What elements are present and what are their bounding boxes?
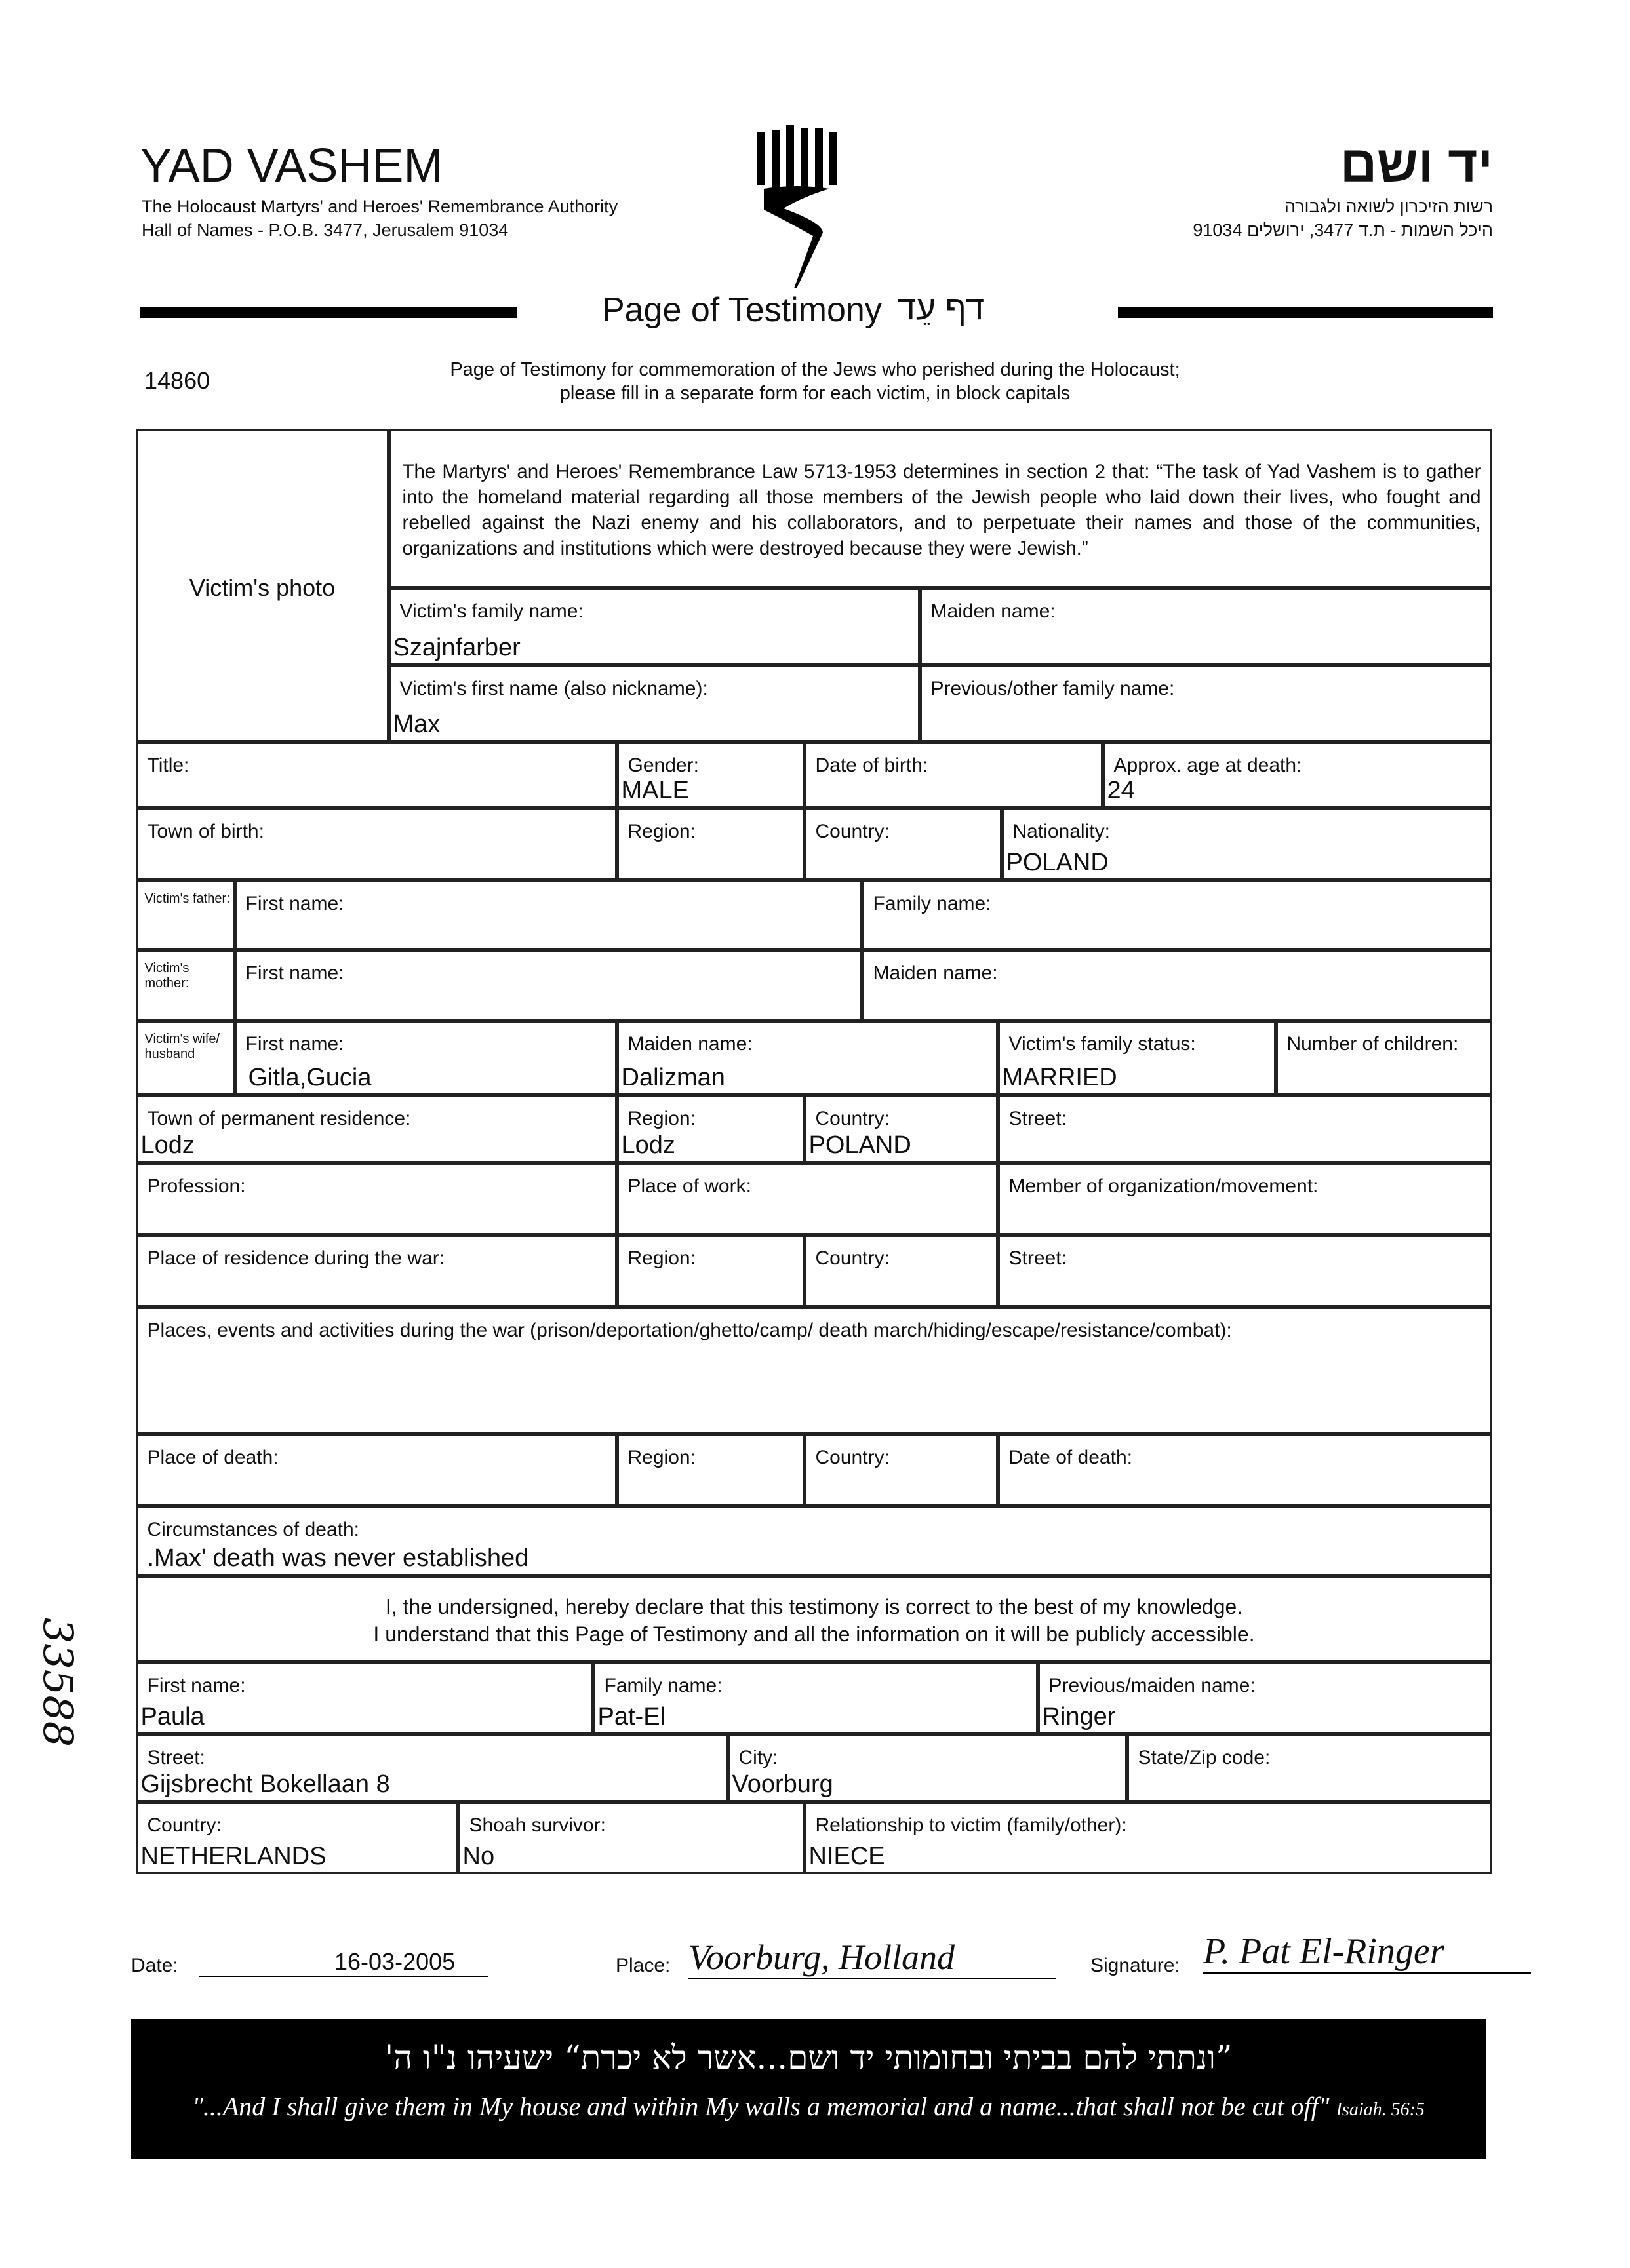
form-number: 14860 xyxy=(144,367,210,394)
value: POLAND xyxy=(1006,848,1109,876)
declaration-line-2: I understand that this Page of Testimony and all the information on it will be publicly accessible. xyxy=(373,1622,1255,1646)
father-family-name-field[interactable] xyxy=(862,880,1492,950)
quote-reference: Isaiah. 56:5 xyxy=(1336,2100,1425,2120)
spouse-maiden-name-field[interactable] xyxy=(617,1021,998,1095)
value: 24 xyxy=(1107,776,1135,804)
value: Paula xyxy=(140,1702,205,1730)
submitter-zip-field[interactable] xyxy=(1127,1734,1492,1802)
label: Date of death: xyxy=(1008,1446,1132,1468)
date-label: Date: xyxy=(131,1955,178,1976)
label: Maiden name: xyxy=(873,962,998,984)
label: Country: xyxy=(147,1814,222,1836)
label: Victim's family name: xyxy=(399,600,584,622)
date-of-death-field[interactable] xyxy=(998,1434,1492,1506)
number-of-children-field[interactable] xyxy=(1276,1021,1492,1095)
intro-line-1: Page of Testimony for commemoration of the Jews who perished during the Holocaust; xyxy=(450,359,1180,380)
value: NETHERLANDS xyxy=(140,1842,327,1870)
label: Date of birth: xyxy=(815,754,928,776)
quote-text: "...And I shall give them in My house and within My walls a memorial and a name...that shall not be cut off" xyxy=(192,2092,1330,2121)
label: Profession: xyxy=(147,1175,246,1197)
mother-label-cell xyxy=(136,950,235,1021)
photo-label: Victim's photo xyxy=(189,574,336,601)
war-street-field[interactable] xyxy=(998,1235,1492,1307)
mother-maiden-name-field[interactable] xyxy=(862,950,1492,1021)
value: No xyxy=(462,1842,495,1870)
previous-family-name-field[interactable] xyxy=(920,665,1492,742)
value: Lodz xyxy=(621,1131,675,1159)
label: Victim's father: xyxy=(144,891,230,906)
birth-country-field[interactable] xyxy=(805,808,1002,880)
intro-line-2: please fill in a separate form for each victim, in block capitals xyxy=(559,383,1071,404)
gender-field[interactable] xyxy=(617,742,805,808)
label: Country: xyxy=(815,820,890,842)
label: City: xyxy=(738,1746,778,1769)
label: Place of work: xyxy=(627,1175,751,1197)
label: Places, events and activities during the war (prison/deportation/ghetto/camp/ death march/hiding/escape/resistance/combat): xyxy=(147,1319,1232,1341)
circumstances-of-death-field[interactable] xyxy=(136,1506,1492,1576)
org-address: Hall of Names - P.O.B. 3477, Jerusalem 91034 xyxy=(142,220,509,240)
label: Country: xyxy=(815,1247,890,1269)
town-of-birth-field[interactable] xyxy=(136,808,617,880)
profession-field[interactable] xyxy=(136,1163,617,1235)
value: Gitla,Gucia xyxy=(248,1063,372,1091)
submitter-family-name-field[interactable] xyxy=(593,1662,1038,1734)
organization-field[interactable] xyxy=(998,1163,1492,1235)
value: Ringer xyxy=(1042,1702,1116,1730)
label: Previous/other family name: xyxy=(930,677,1175,699)
value: POLAND xyxy=(808,1131,911,1159)
residence-town-field[interactable] xyxy=(136,1095,617,1163)
org-subtitle-hebrew: רשות הזיכרון לשואה ולגבורה xyxy=(1284,197,1493,216)
war-residence-field[interactable] xyxy=(136,1235,617,1307)
submitter-street-field[interactable] xyxy=(136,1734,728,1802)
label: Gender: xyxy=(627,754,699,776)
relationship-field[interactable] xyxy=(805,1802,1492,1874)
header-rule-right xyxy=(1118,307,1493,318)
label: Street: xyxy=(1008,1107,1067,1129)
header-rule-left xyxy=(140,307,517,318)
label: Place of death: xyxy=(147,1446,279,1468)
label: Member of organization/movement: xyxy=(1008,1175,1319,1197)
label: Street: xyxy=(1008,1247,1067,1269)
label: Victim's wife/ husband xyxy=(144,1031,220,1061)
label: Victim's mother: xyxy=(144,960,189,990)
label: Region: xyxy=(627,1446,696,1468)
place-of-work-field[interactable] xyxy=(617,1163,998,1235)
value: Pat-El xyxy=(597,1702,666,1730)
label: Previous/maiden name: xyxy=(1048,1674,1256,1696)
date-of-birth-field[interactable] xyxy=(805,742,1103,808)
victim-photo-box xyxy=(136,429,389,742)
nationality-field[interactable] xyxy=(1002,808,1492,880)
label: Country: xyxy=(815,1107,890,1129)
submitter-previous-name-field[interactable] xyxy=(1038,1662,1492,1734)
submitter-city-field[interactable] xyxy=(728,1734,1127,1802)
label: Place of residence during the war: xyxy=(147,1247,445,1269)
birth-region-field[interactable] xyxy=(617,808,805,880)
spouse-first-name-field[interactable] xyxy=(235,1021,617,1095)
residence-region-field[interactable] xyxy=(617,1095,805,1163)
value: NIECE xyxy=(808,1842,885,1870)
label: Town of birth: xyxy=(147,820,264,842)
label: Region: xyxy=(627,1247,696,1269)
label: Region: xyxy=(627,820,696,842)
label: First name: xyxy=(245,962,344,984)
war-country-field[interactable] xyxy=(805,1235,998,1307)
value: Szajnfarber xyxy=(393,633,521,661)
yad-vashem-logo xyxy=(757,125,856,288)
label: Maiden name: xyxy=(930,600,1056,622)
label: Shoah survivor: xyxy=(469,1814,606,1836)
residence-street-field[interactable] xyxy=(998,1095,1492,1163)
label: Region: xyxy=(627,1107,696,1129)
label: Relationship to victim (family/other): xyxy=(815,1814,1127,1836)
maiden-name-field[interactable] xyxy=(920,588,1492,665)
submitter-first-name-field[interactable] xyxy=(136,1662,593,1734)
label: Victim's family status: xyxy=(1008,1032,1196,1055)
label: Maiden name: xyxy=(627,1032,753,1055)
value: Lodz xyxy=(140,1131,195,1159)
page-title: Page of Testimony xyxy=(602,291,882,329)
label: First name: xyxy=(245,1032,344,1055)
place-of-death-field[interactable] xyxy=(136,1434,617,1506)
label: Victim's first name (also nickname): xyxy=(399,677,708,699)
value: Max xyxy=(393,710,441,738)
declaration-line-1: I, the undersigned, hereby declare that this testimony is correct to the best of my knowledge. xyxy=(385,1594,1243,1618)
value: MARRIED xyxy=(1002,1063,1117,1091)
org-name-hebrew: יד ושם xyxy=(1340,135,1493,193)
place-field[interactable]: Voorburg, Holland xyxy=(688,1937,1056,1979)
mother-first-name-field[interactable] xyxy=(235,950,862,1021)
org-subtitle: The Holocaust Martyrs' and Heroes' Remembrance Authority xyxy=(142,197,618,216)
war-region-field[interactable] xyxy=(617,1235,805,1307)
label: Circumstances of death: xyxy=(147,1518,359,1540)
label: Family name: xyxy=(873,892,991,914)
label: Country: xyxy=(815,1446,890,1468)
page-title-hebrew: דף עֵד xyxy=(897,289,985,327)
death-country-field[interactable] xyxy=(805,1434,998,1506)
declaration-box xyxy=(136,1576,1492,1662)
org-address-hebrew: היכל השמות - ת.ד 3477, ירושלים 91034 xyxy=(1193,220,1493,240)
war-events-field[interactable] xyxy=(136,1307,1492,1434)
org-name: YAD VASHEM xyxy=(140,140,443,192)
date-field[interactable] xyxy=(199,1947,488,1977)
label: Number of children: xyxy=(1286,1032,1459,1055)
label: First name: xyxy=(245,892,344,914)
spouse-label-cell xyxy=(136,1021,235,1095)
value: Voorburg xyxy=(732,1770,833,1798)
label: Town of permanent residence: xyxy=(147,1107,411,1129)
death-region-field[interactable] xyxy=(617,1434,805,1506)
title-field[interactable] xyxy=(136,742,617,808)
value: Gijsbrecht Bokellaan 8 xyxy=(140,1770,390,1798)
label: Street: xyxy=(147,1746,205,1769)
label: Nationality: xyxy=(1012,820,1110,842)
victim-family-name-field[interactable] xyxy=(389,588,920,665)
label: First name: xyxy=(147,1674,246,1696)
date-value: 16-03-2005 xyxy=(334,1948,456,1975)
label: Approx. age at death: xyxy=(1113,754,1302,776)
residence-country-field[interactable] xyxy=(805,1095,998,1163)
value: Dalizman xyxy=(621,1063,725,1091)
victim-first-name-field[interactable] xyxy=(389,665,920,742)
value: MALE xyxy=(621,776,689,804)
submitter-country-field[interactable] xyxy=(136,1802,458,1874)
label: Family name: xyxy=(604,1674,723,1696)
label: State/Zip code: xyxy=(1138,1746,1271,1769)
law-text-box xyxy=(389,429,1492,588)
signature[interactable]: P. Pat El-Ringer xyxy=(1203,1930,1531,1974)
father-first-name-field[interactable] xyxy=(235,880,862,950)
margin-handwritten-number: 33588 xyxy=(34,1617,83,1748)
age-at-death-field[interactable] xyxy=(1103,742,1492,808)
quote-hebrew: ”ונתתי להם בביתי ובחומותי יד ושם...אשר לא יכרת“ ישעיהו נ"ו ה' xyxy=(384,2039,1233,2077)
signature-label: Signature: xyxy=(1090,1955,1180,1976)
family-status-field[interactable] xyxy=(998,1021,1276,1095)
shoah-survivor-field[interactable] xyxy=(458,1802,805,1874)
place-label: Place: xyxy=(616,1955,671,1976)
quote-banner xyxy=(131,2019,1486,2159)
father-label-cell xyxy=(136,880,235,950)
value: .Max' death was never established xyxy=(147,1544,529,1572)
quote-english xyxy=(151,2091,1466,2122)
label: Title: xyxy=(147,754,189,776)
law-text: The Martyrs' and Heroes' Remembrance Law 5713-1953 determines in section 2 that: “The task of Yad Vashem is to gather into the homeland material regarding all those members of the Jewish people who laid down their lives, who fought and rebelled against the Nazi enemy and his collaborators, and to perpetuate their names and those of the communities, organizations and institutions which were destroyed because they were Jewish.” xyxy=(402,460,1481,559)
